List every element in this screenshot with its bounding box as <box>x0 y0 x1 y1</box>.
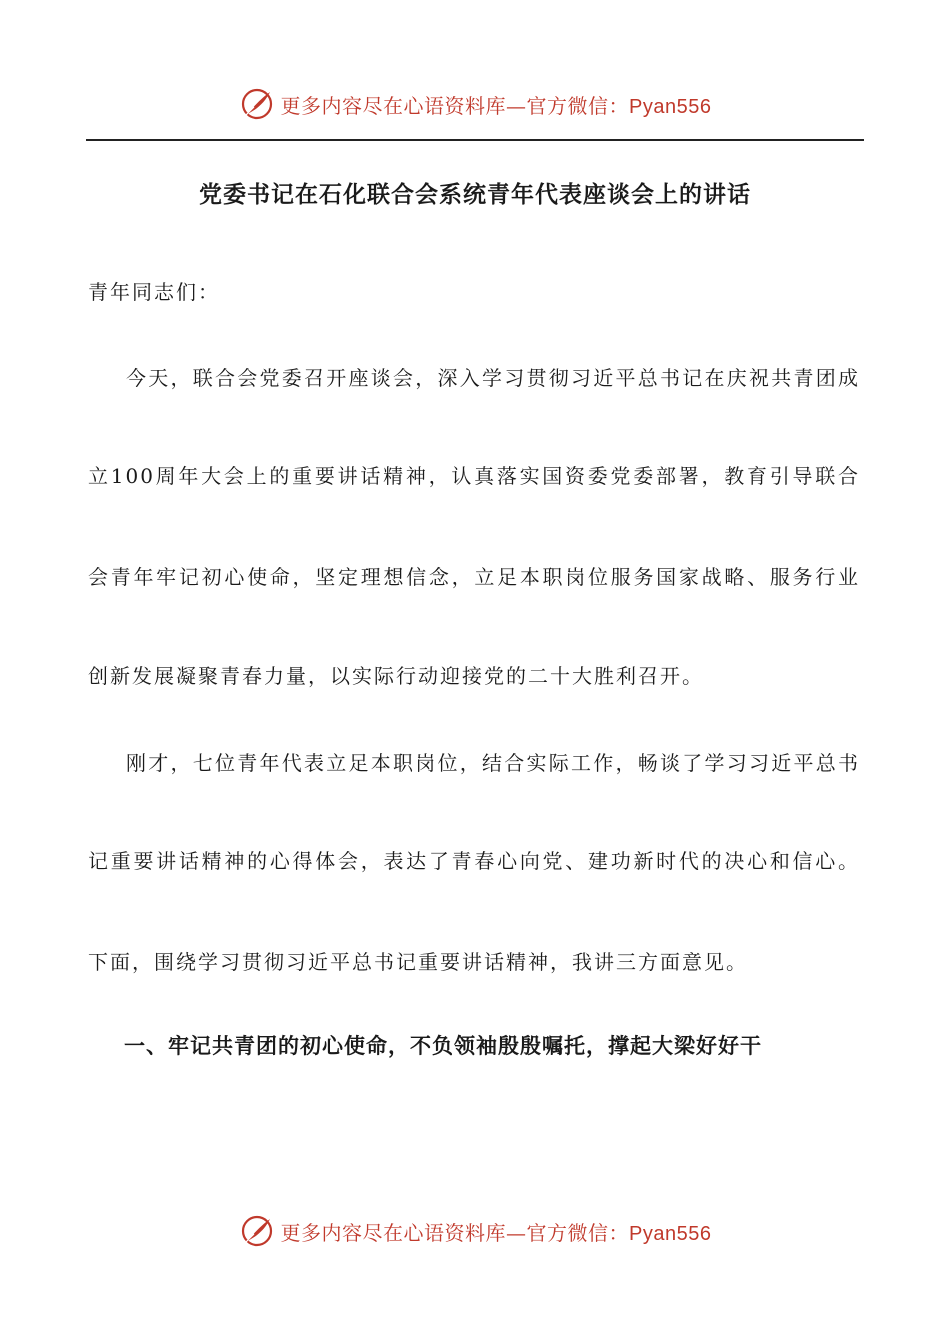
header-divider <box>86 139 864 141</box>
header-watermark-banner <box>0 84 950 124</box>
quill-pen-logo-icon <box>239 1213 275 1249</box>
paragraph-line: 记重要讲话精神的心得体会，表达了青春心向党、建功新时代的决心和信心。 <box>88 849 860 873</box>
wechat-id: Pyan556 <box>629 95 712 118</box>
watermark-text: 更多内容尽在心语资料库—官方微信：Pyan556 <box>280 1220 712 1245</box>
section-heading: 一、牢记共青团的初心使命，不负领袖殷殷嘱托，撑起大梁好好干 <box>124 1034 762 1058</box>
paragraph-line: 立100周年大会上的重要讲话精神，认真落实国资委党委部署，教育引导联合 <box>88 464 860 488</box>
wechat-id: Pyan556 <box>629 1222 712 1245</box>
paragraph-line: 下面，围绕学习贯彻习近平总书记重要讲话精神，我讲三方面意见。 <box>88 950 748 974</box>
paragraph-line: 刚才，七位青年代表立足本职岗位，结合实际工作，畅谈了学习习近平总书 <box>126 751 860 775</box>
salutation: 青年同志们： <box>88 280 220 304</box>
quill-pen-logo-icon <box>239 86 275 122</box>
paragraph-line: 今天，联合会党委召开座谈会，深入学习贯彻习近平总书记在庆祝共青团成 <box>126 366 860 390</box>
paragraph-line: 会青年牢记初心使命，坚定理想信念，立足本职岗位服务国家战略、服务行业 <box>88 565 860 589</box>
watermark-text: 更多内容尽在心语资料库—官方微信：Pyan556 <box>280 93 712 118</box>
paragraph-line: 创新发展凝聚青春力量，以实际行动迎接党的二十大胜利召开。 <box>88 664 704 688</box>
document-title: 党委书记在石化联合会系统青年代表座谈会上的讲话 <box>199 182 751 208</box>
footer-watermark-banner <box>0 1211 950 1251</box>
